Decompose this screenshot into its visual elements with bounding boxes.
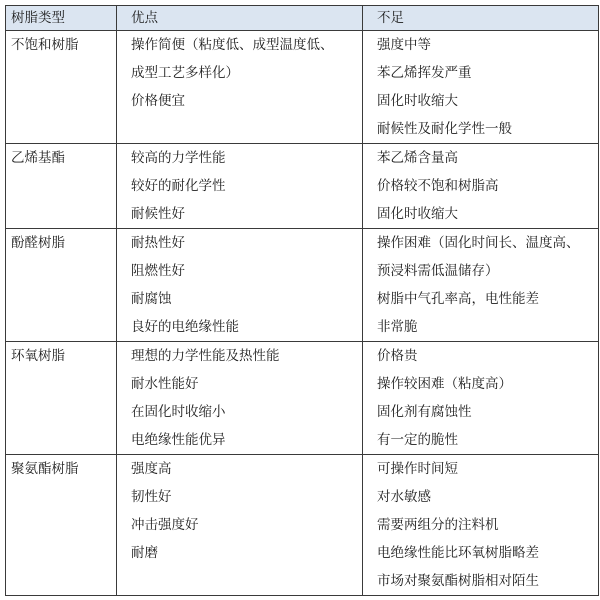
disadvantage-item: 固化时收缩大: [377, 93, 458, 109]
disadvantage-item: 固化剂有腐蚀性: [377, 404, 472, 420]
disadvantage-item: 苯乙烯含量高: [377, 150, 458, 166]
advantages-cell: [117, 229, 363, 342]
advantage-item: 韧性好: [131, 489, 172, 505]
advantage-item: 较好的耐化学性: [131, 178, 226, 194]
advantages-cell: [117, 342, 363, 455]
disadvantage-item: 操作困难（固化时间长、温度高、: [377, 235, 580, 251]
advantage-item: 操作简便（粘度低、成型温度低、: [131, 37, 334, 53]
advantage-item: 理想的力学性能及热性能: [131, 348, 280, 364]
disadvantage-item: 价格贵: [377, 348, 418, 364]
advantage-item: 耐候性好: [131, 206, 185, 222]
advantage-item: 强度高: [131, 461, 172, 477]
disadvantages-cell: [363, 455, 599, 596]
disadvantages-cell: [363, 31, 599, 144]
disadvantage-item: 有一定的脆性: [377, 432, 458, 448]
resin-type-cell: 乙烯基酯: [6, 144, 117, 229]
advantage-item: 电绝缘性能优异: [131, 432, 226, 448]
header-resin-type: 树脂类型: [6, 6, 117, 31]
disadvantage-item: 价格较不饱和树脂高: [377, 178, 499, 194]
disadvantages-cell: [363, 144, 599, 229]
advantage-item: 耐磨: [131, 545, 158, 561]
advantage-item: 耐水性能好: [131, 376, 199, 392]
header-advantages: 优点: [117, 6, 363, 31]
disadvantage-item: 苯乙烯挥发严重: [377, 65, 472, 81]
table-body: [6, 31, 599, 596]
disadvantage-item: 固化时收缩大: [377, 206, 458, 222]
disadvantage-item: 操作较困难（粘度高）: [377, 376, 512, 392]
header-row: [6, 6, 599, 31]
disadvantage-item: 预浸料需低温储存）: [377, 263, 499, 279]
advantage-item: 冲击强度好: [131, 517, 199, 533]
resin-comparison-table: [5, 5, 599, 596]
disadvantages-cell: [363, 342, 599, 455]
advantage-item: 在固化时收缩小: [131, 404, 226, 420]
disadvantage-item: 对水敏感: [377, 489, 431, 505]
resin-type-cell: 聚氨酯树脂: [6, 455, 117, 596]
table-row: [6, 342, 599, 455]
advantage-item: 良好的电绝缘性能: [131, 319, 239, 335]
disadvantages-cell: [363, 229, 599, 342]
resin-type-cell: 环氧树脂: [6, 342, 117, 455]
header-disadvantages: 不足: [363, 6, 599, 31]
table-row: [6, 455, 599, 596]
disadvantage-item: 电绝缘性能比环氧树脂略差: [377, 545, 539, 561]
advantage-item: 耐热性好: [131, 235, 185, 251]
advantages-cell: [117, 455, 363, 596]
advantage-item: 较高的力学性能: [131, 150, 226, 166]
table-row: [6, 229, 599, 342]
disadvantage-item: 非常脆: [377, 319, 418, 335]
disadvantage-item: 树脂中气孔率高，电性能差: [377, 291, 539, 307]
advantages-cell: [117, 31, 363, 144]
resin-type-cell: 酚醛树脂: [6, 229, 117, 342]
advantages-cell: [117, 144, 363, 229]
disadvantage-item: 需要两组分的注料机: [377, 517, 499, 533]
resin-type-cell: 不饱和树脂: [6, 31, 117, 144]
table-row: [6, 144, 599, 229]
disadvantage-item: 耐候性及耐化学性一般: [377, 121, 512, 137]
disadvantage-item: 市场对聚氨酯树脂相对陌生: [377, 573, 539, 589]
disadvantage-item: 可操作时间短: [377, 461, 458, 477]
disadvantage-item: 强度中等: [377, 37, 431, 53]
advantage-item: 阻燃性好: [131, 263, 185, 279]
advantage-item: 耐腐蚀: [131, 291, 172, 307]
table-row: [6, 31, 599, 144]
advantage-item: 价格便宜: [131, 93, 185, 109]
advantage-item: 成型工艺多样化）: [131, 65, 239, 81]
